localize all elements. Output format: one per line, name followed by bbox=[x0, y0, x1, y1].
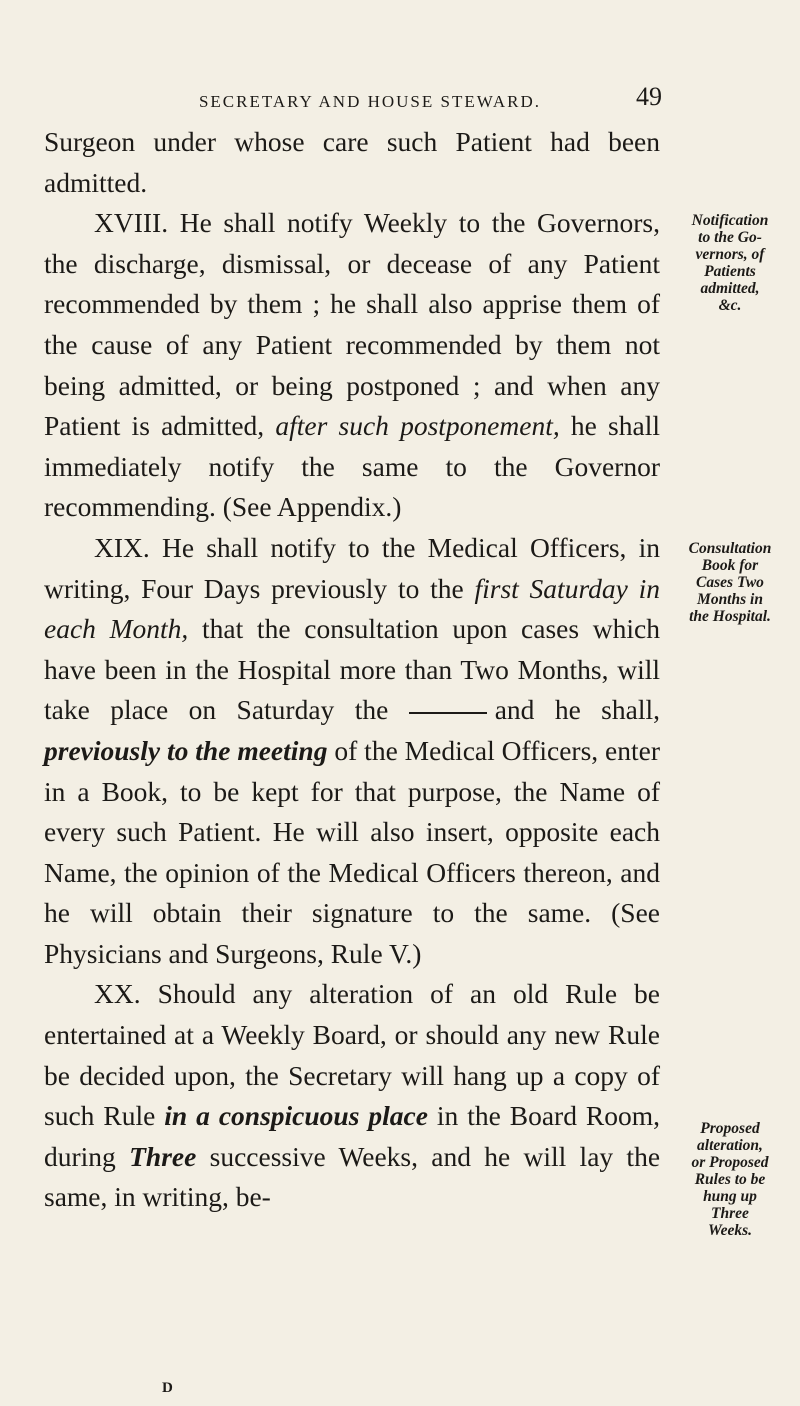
rule-xix-start: XIX. He shall notify to the Medical Officers, in writing, Four Days previously to the bbox=[44, 531, 660, 604]
rule-xviii-italic: after such postponement, bbox=[275, 410, 560, 442]
rule-xx-start: XX. Should any alteration of an old Rule be entertained at a Weekly Board, or should any new Rule be decided upon, the Secretary will hang up a copy of such Rule bbox=[44, 978, 660, 1132]
body-text bbox=[44, 122, 660, 1218]
rule-xviii-text: XVIII. He shall notify Weekly to the Governors, the discharge, dismissal, or decease of any Patient recommended by them ; he shall also apprise them of the cause of any Patient recommended by them not being admitted, or being postponed ; and when any Patient is admitted, bbox=[44, 207, 660, 442]
printer-signature-mark: D bbox=[162, 1380, 173, 1396]
paragraph-rule-xix bbox=[44, 528, 660, 975]
rule-xix-bold-italic: previously to the meeting bbox=[44, 734, 328, 766]
paragraph-rule-xviii bbox=[44, 203, 660, 528]
rule-xx-mid: in the Board Room, during bbox=[44, 1100, 661, 1172]
rule-xix-italic: first Saturday in each Month, bbox=[44, 572, 660, 645]
rule-xx-italic: Three bbox=[129, 1140, 197, 1172]
paragraph-rule-xx bbox=[44, 974, 660, 1218]
margin-note-notification: Notification to the Go- vernors, of Patients admitted, &c. bbox=[691, 212, 769, 314]
margin-note-consultation: Consultation Book for Cases Two Months in the Hospital. bbox=[688, 540, 772, 625]
rule-xix-mid: that the consultation upon cases which have been in the Hospital more than Two Months, will take place on Saturday the bbox=[44, 613, 660, 726]
rule-xx-end: successive Weeks, and he will lay the same, in writing, be- bbox=[44, 1140, 661, 1213]
margin-note-proposed: Proposed alteration, or Proposed Rules to be hung up Three Weeks. bbox=[691, 1120, 769, 1239]
rule-xix-end: of the Medical Officers, enter in a Book, to be kept for that purpose, the Name of every such Patient. He will also insert, opposite each Name, the opinion of the Medical Officers thereon, and he will obtain their signature to the same. (See Physicians and Surgeons, Rule V.) bbox=[44, 734, 661, 969]
running-head: SECRETARY AND HOUSE STEWARD. bbox=[198, 92, 542, 111]
rule-xviii-end: he shall immediately notify the same to the Governor recommending. (See Appendix.) bbox=[44, 410, 660, 523]
rule-xix-after-dash: and he shall, bbox=[494, 694, 660, 726]
paragraph-continuation: Surgeon under whose care such Patient had been admitted. bbox=[44, 126, 660, 198]
rule-xx-bold-italic: in a conspicuous place bbox=[164, 1100, 428, 1132]
blank-date-dash bbox=[409, 712, 487, 714]
page-number: 49 bbox=[636, 82, 662, 111]
